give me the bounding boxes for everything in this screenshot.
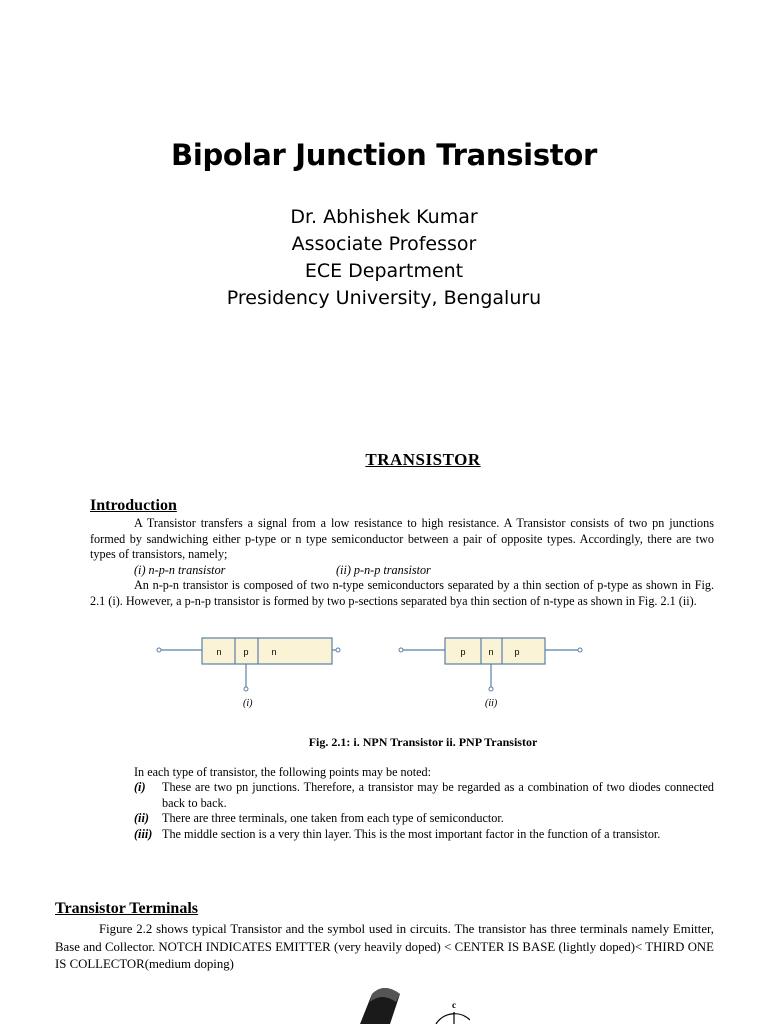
- figure-label-npn: (i): [243, 698, 253, 709]
- pnp-diagram: [399, 638, 582, 691]
- terminals-heading: Transistor Terminals: [55, 900, 198, 917]
- pnp-layer-3: p: [514, 647, 520, 657]
- author-name: Dr. Abhishek Kumar: [290, 206, 478, 228]
- pnp-emitter-terminal: [399, 648, 403, 652]
- author-department: ECE Department: [304, 260, 464, 282]
- npn-layer-3: n: [271, 647, 277, 657]
- point-text: These are two pn junctions. Therefore, a transistor may be regarded as a combination of two diodes connected back to back.: [162, 780, 714, 810]
- to92-package-icon: [360, 988, 400, 1024]
- point-text: The middle section is a very thin layer. This is the most important factor in the function of a transistor.: [162, 826, 661, 841]
- figure-label-pnp: (ii): [485, 698, 498, 709]
- pnp-layer-1: p: [460, 647, 466, 657]
- intro-heading: Introduction: [90, 497, 177, 514]
- point-number: (i): [134, 780, 146, 795]
- npn-base-terminal: [244, 687, 248, 691]
- point-number: (iii): [134, 826, 153, 841]
- transistor-package-figure: [350, 980, 470, 1024]
- author-university: Presidency University, Bengaluru: [226, 287, 542, 309]
- npn-layer-1: n: [216, 647, 222, 657]
- npn-diagram: [157, 638, 340, 691]
- point-number: (ii): [134, 811, 149, 826]
- points-list: [134, 765, 714, 842]
- intro-text: A Transistor transfers a signal from a low resistance to high resistance. A Transistor consists of two pn junctions formed by sandwiching either p-type or n type semiconductor between a pair of opposite types. Accordingly, there are two types of transistors, namely;: [90, 516, 714, 562]
- author-position: Associate Professor: [291, 233, 477, 255]
- npn-collector-terminal: [336, 648, 340, 652]
- type-npn: (i) n-p-n transistor: [134, 562, 226, 577]
- type-pnp: (ii) p-n-p transistor: [336, 562, 431, 577]
- pnp-collector-terminal: [578, 648, 582, 652]
- point-text: There are three terminals, one taken from each type of semiconductor.: [162, 811, 504, 826]
- figure-caption: Fig. 2.1: i. NPN Transistor ii. PNP Transistor: [308, 735, 538, 749]
- npn-description: An n-p-n transistor is composed of two n-type semiconductors separated by a thin section of p-type as shown in Fig. 2.1 (i). However, a p-n-p transistor is formed by two p-sections separated bya thin section of n-type as shown in Fig. 2.1 (ii).: [90, 578, 714, 608]
- terminals-text: Figure 2.2 shows typical Transistor and the symbol used in circuits. The transistor has three terminals namely Emitter, Base and Collector. NOTCH INDICATES EMITTER (very heavily doped) < CENTER IS BASE (lightly doped)< THIRD ONE IS COLLECTOR(medium doping): [55, 922, 714, 971]
- collector-label: c: [452, 1000, 456, 1010]
- author-block: [0, 204, 768, 312]
- transistor-types: [90, 563, 714, 579]
- document-heading: TRANSISTOR: [365, 450, 481, 469]
- npn-layer-2: p: [243, 647, 249, 657]
- terminals-paragraph: [55, 921, 714, 974]
- transistor-symbol-icon: [436, 1012, 470, 1024]
- title-slide: [0, 0, 768, 420]
- point-item: [134, 780, 714, 811]
- slide-title: Bipolar Junction Transistor: [171, 138, 597, 172]
- point-item: [134, 811, 714, 826]
- npn-emitter-terminal: [157, 648, 161, 652]
- transistor-structure-figure: [150, 634, 600, 714]
- pnp-layer-2: n: [488, 647, 494, 657]
- point-item: [134, 827, 714, 842]
- pnp-base-terminal: [489, 687, 493, 691]
- intro-paragraph: [90, 516, 714, 610]
- points-intro: In each type of transistor, the following points may be noted:: [134, 765, 432, 779]
